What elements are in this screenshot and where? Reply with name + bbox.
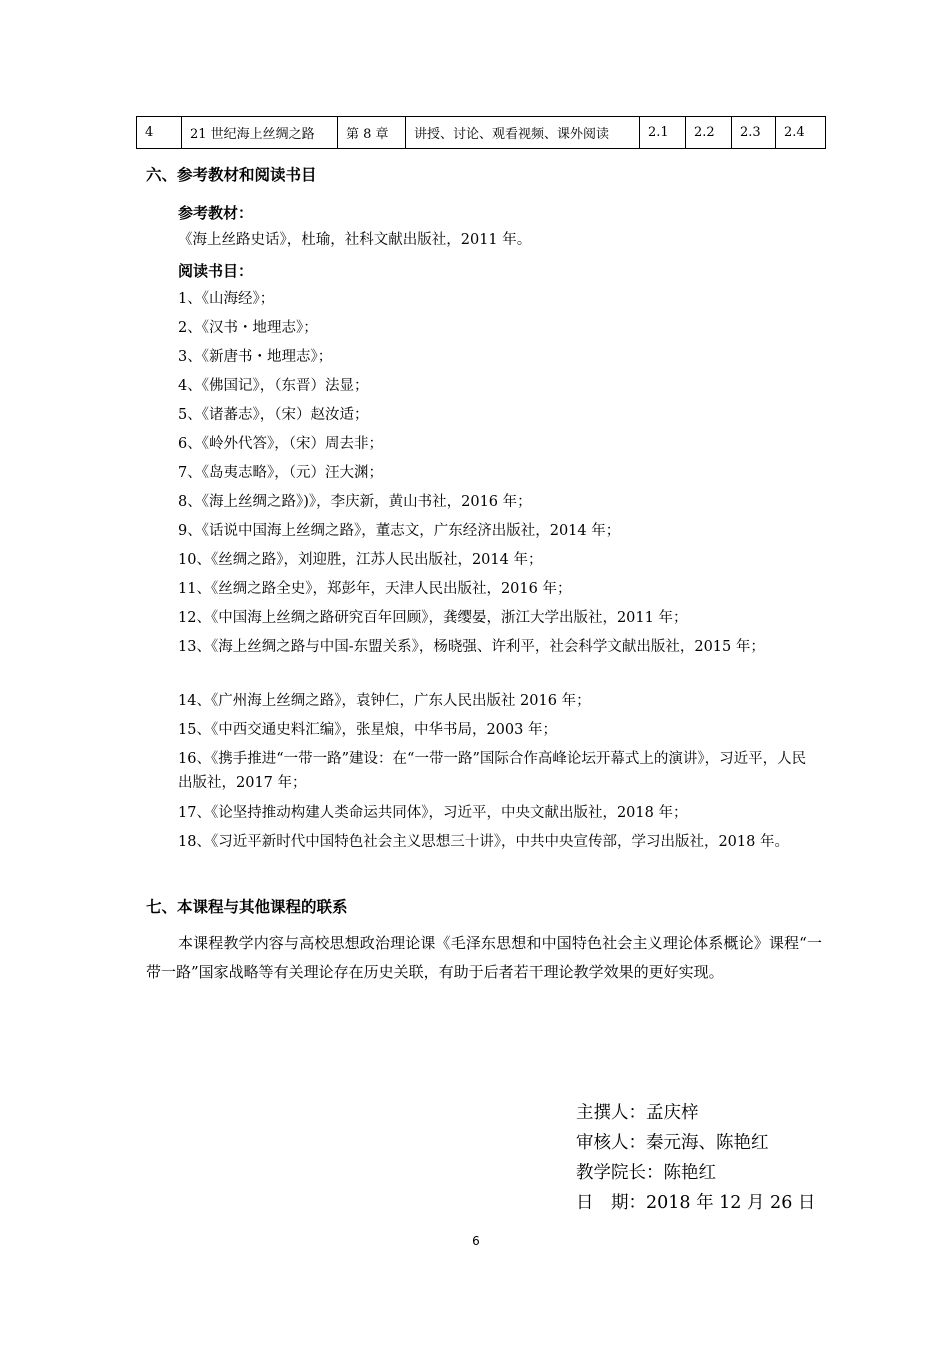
reading-list-item: 16、《携手推进“一带一路”建设：在“一带一路”国际合作高峰论坛开幕式上的演讲》，习近平，人民出版社，2017 年； bbox=[178, 751, 807, 791]
textbook-label: 参考教材： bbox=[178, 204, 254, 222]
reading-list-item: 12、《中国海上丝绸之路研究百年回顾》，龚缨晏，浙江大学出版社，2011 年； bbox=[178, 610, 688, 626]
reading-list-item: 5、《诸蕃志》，（宋）赵汝适； bbox=[178, 407, 369, 423]
reading-list-item: 13、《海上丝绸之路与中国-东盟关系》，杨晓强、许利平，社会科学文献出版社，2015 年； bbox=[178, 639, 765, 655]
signature-author: 主撰人：孟庆梓 bbox=[576, 1103, 699, 1123]
table-cell-objective: 2.2 bbox=[686, 117, 732, 149]
section-heading-related-courses: 七、本课程与其他课程的联系 bbox=[146, 898, 348, 916]
section-heading-references: 六、参考教材和阅读书目 bbox=[146, 166, 317, 184]
reading-list-item: 3、《新唐书・地理志》； bbox=[178, 349, 333, 365]
related-courses-paragraph: 本课程教学内容与高校思想政治理论课《毛泽东思想和中国特色社会主义理论体系概论》课程“一带一路”国家战略等有关理论存在历史关联，有助于后者若干理论教学效果的更好实现。 bbox=[146, 934, 822, 981]
table-cell-objective: 2.3 bbox=[732, 117, 776, 149]
reading-list-item: 7、《岛夷志略》，（元）汪大渊； bbox=[178, 465, 383, 481]
reading-list-item: 17、《论坚持推动构建人类命运共同体》，习近平，中央文献出版社，2018 年； bbox=[178, 805, 688, 821]
course-schedule-table bbox=[136, 116, 826, 149]
reading-list-item: 8、《海上丝绸之路》)》，李庆新，黄山书社，2016 年； bbox=[178, 494, 532, 510]
signature-dean: 教学院长：陈艳红 bbox=[576, 1163, 716, 1183]
table-row bbox=[137, 117, 826, 149]
reading-list-item: 6、《岭外代答》，（宋）周去非； bbox=[178, 436, 383, 452]
reading-list-item: 11、《丝绸之路全史》，郑彭年，天津人民出版社，2016 年； bbox=[178, 581, 572, 597]
reading-list-item: 1、《山海经》； bbox=[178, 291, 275, 307]
reading-list-label: 阅读书目： bbox=[178, 262, 254, 280]
signature-date: 日 期：2018 年 12 月 26 日 bbox=[576, 1193, 816, 1213]
textbook-entry: 《海上丝路史话》，杜瑜，社科文献出版社，2011 年。 bbox=[178, 232, 532, 248]
table-cell-method: 讲授、讨论、观看视频、课外阅读 bbox=[406, 117, 640, 149]
reading-list-item: 18、《习近平新时代中国特色社会主义思想三十讲》，中共中央宣传部，学习出版社，2018 年。 bbox=[178, 834, 789, 850]
table-cell-topic: 21 世纪海上丝绸之路 bbox=[182, 117, 338, 149]
reading-list-item: 15、《中西交通史料汇编》，张星烺，中华书局，2003 年； bbox=[178, 722, 557, 738]
table-cell-chapter: 第 8 章 bbox=[338, 117, 406, 149]
table-cell-index: 4 bbox=[137, 117, 182, 149]
signature-reviewer: 审核人：秦元海、陈艳红 bbox=[576, 1133, 769, 1153]
table-cell-objective: 2.4 bbox=[776, 117, 826, 149]
reading-list-item: 14、《广州海上丝绸之路》，袁钟仁，广东人民出版社 2016 年； bbox=[178, 693, 591, 709]
reading-list-item: 2、《汉书・地理志》； bbox=[178, 320, 318, 336]
reading-list-item: 4、《佛国记》，（东晋）法显； bbox=[178, 378, 369, 394]
reading-list-item: 10、《丝绸之路》，刘迎胜，江苏人民出版社，2014 年； bbox=[178, 552, 543, 568]
page-number: 6 bbox=[472, 1234, 480, 1248]
reading-list-item: 9、《话说中国海上丝绸之路》，董志文，广东经济出版社，2014 年； bbox=[178, 523, 621, 539]
table-cell-objective: 2.1 bbox=[640, 117, 686, 149]
